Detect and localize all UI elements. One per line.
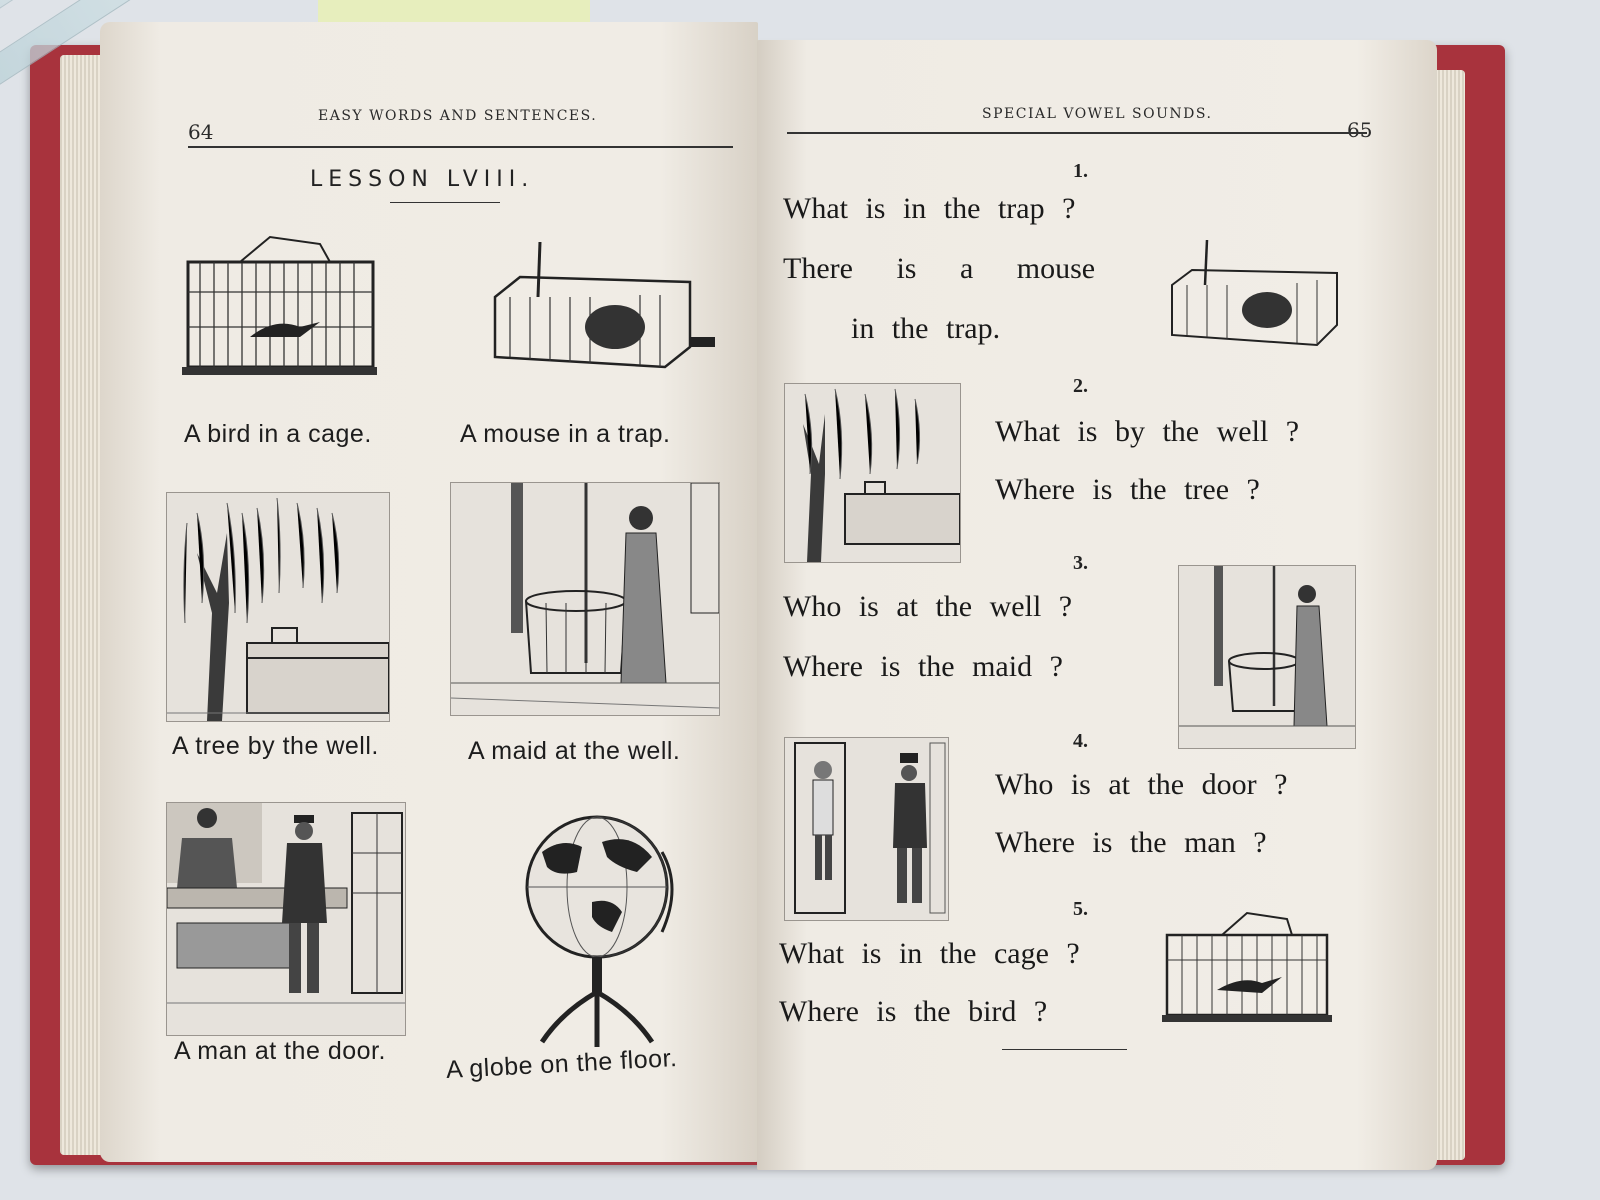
globe-illustration xyxy=(522,812,682,1052)
exercise-1-line-2: There is a mouse xyxy=(783,252,1096,285)
man-door-small-illustration xyxy=(784,737,949,921)
exercise-number-3: 3. xyxy=(1073,552,1088,574)
exercise-number-2: 2. xyxy=(1073,375,1088,397)
page-number-right: 65 xyxy=(1347,118,1373,142)
tree-well-illustration xyxy=(166,492,390,722)
man-door-illustration xyxy=(166,802,406,1036)
exercise-number-4: 4. xyxy=(1073,730,1088,752)
exercise-1-line-3: in the trap. xyxy=(851,312,1001,345)
left-page xyxy=(100,22,758,1162)
running-head-right: SPECIAL VOWEL SOUNDS. xyxy=(982,106,1213,122)
caption-globe-floor: A globe on the floor. xyxy=(445,1043,679,1085)
header-rule-right xyxy=(787,132,1367,134)
exercise-number-1: 1. xyxy=(1073,160,1088,182)
mouse-trap-small-illustration xyxy=(1167,235,1347,355)
exercise-1-line-1: What is in the trap ? xyxy=(783,192,1076,225)
lesson-title: LESSON LVIII. xyxy=(310,167,535,192)
exercise-2-line-1: What is by the well ? xyxy=(995,415,1300,448)
caption-mouse-trap: A mouse in a trap. xyxy=(460,420,671,448)
header-rule-left xyxy=(188,146,733,148)
exercise-5-line-1: What is in the cage ? xyxy=(779,937,1080,970)
caption-bird-cage: A bird in a cage. xyxy=(184,420,372,448)
exercise-3-line-2: Where is the maid ? xyxy=(783,650,1063,683)
maid-well-illustration xyxy=(450,482,720,716)
exercise-4-line-1: Who is at the door ? xyxy=(995,768,1288,801)
tree-well-small-illustration xyxy=(784,383,961,563)
maid-well-small-illustration xyxy=(1178,565,1356,749)
exercise-4-line-2: Where is the man ? xyxy=(995,826,1267,859)
running-head-left: EASY WORDS AND SENTENCES. xyxy=(318,108,598,124)
bird-cage-illustration xyxy=(180,222,380,392)
right-page xyxy=(757,40,1437,1170)
bird-cage-small-illustration xyxy=(1162,905,1332,1035)
caption-tree-well: A tree by the well. xyxy=(172,732,379,760)
mouse-trap-illustration xyxy=(490,237,720,377)
closing-rule xyxy=(1002,1049,1127,1050)
page-number-left: 64 xyxy=(188,120,214,144)
lesson-underline xyxy=(390,202,500,203)
exercise-3-line-1: Who is at the well ? xyxy=(783,590,1073,623)
exercise-number-5: 5. xyxy=(1073,898,1088,920)
exercise-2-line-2: Where is the tree ? xyxy=(995,473,1260,506)
caption-man-door: A man at the door. xyxy=(174,1037,386,1065)
caption-maid-well: A maid at the well. xyxy=(468,737,681,765)
exercise-5-line-2: Where is the bird ? xyxy=(779,995,1048,1028)
